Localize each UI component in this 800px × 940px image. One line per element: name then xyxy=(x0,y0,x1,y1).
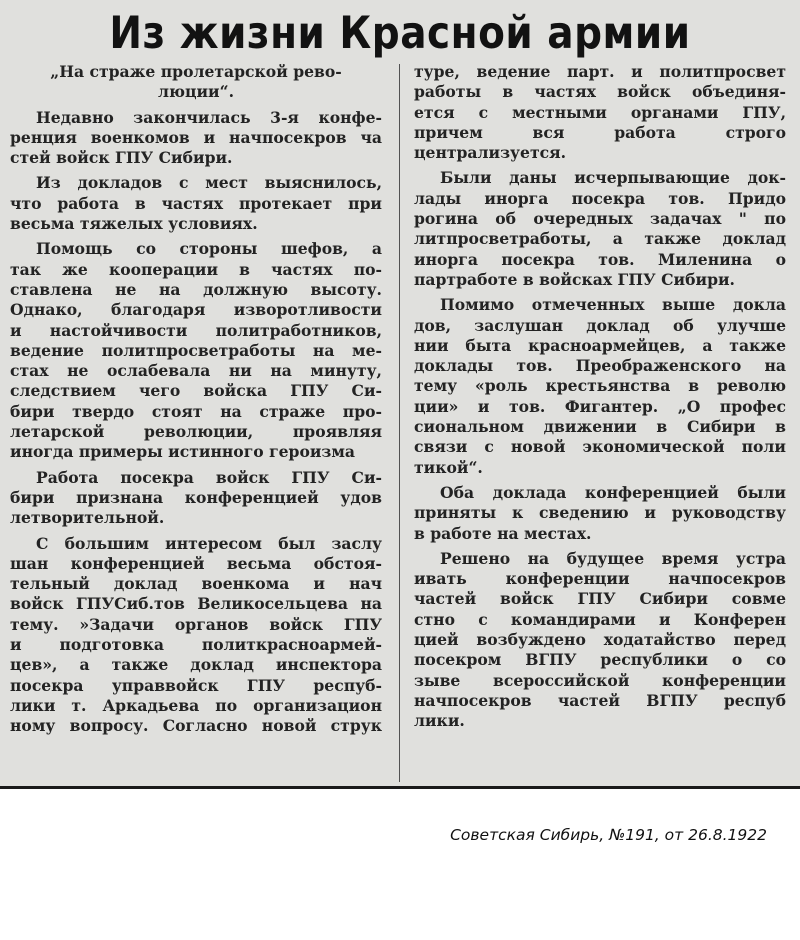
text-line: доклады тов. Преображенского на xyxy=(414,356,786,376)
text-line: тему. »Задачи органов войск ГПУ xyxy=(10,614,382,634)
text-line: Решено на будущее время устра xyxy=(440,548,786,568)
text-line: дов, заслушан доклад об улучше xyxy=(414,315,786,335)
text-line: начпосекров частей ВГПУ респуб xyxy=(414,690,786,710)
text-line: ставлена не на должную высоту. xyxy=(10,279,382,299)
text-line: войск ГПУСиб.тов Великосельцева на xyxy=(10,594,382,614)
text-line: ции» и тов. Фигантер. „О профес xyxy=(414,396,786,416)
text-line: посекром ВГПУ республики о со xyxy=(414,650,786,670)
text-line: иногда примеры истинного героизма xyxy=(10,442,356,462)
text-line: приняты к сведению и руководству xyxy=(414,503,786,523)
text-line: Помимо отмеченных выше докла xyxy=(440,295,786,315)
text-line: тельный доклад военкома и нач xyxy=(10,574,382,594)
text-line: централизуется. xyxy=(414,143,567,163)
text-line: С большим интересом был заслу xyxy=(36,533,382,553)
text-line: Были даны исчерпывающие док- xyxy=(440,168,786,188)
text-line: „На страже пролетарской рево- xyxy=(50,62,342,81)
text-line: туре, ведение парт. и политпросвет xyxy=(414,62,786,81)
bottom-rule xyxy=(0,786,800,789)
text-line: Однако, благодаря изворотливости xyxy=(10,300,382,320)
text-line: инорга посекра тов. Миленина о xyxy=(414,249,786,269)
text-line: бири признана конференцией удов xyxy=(10,487,382,507)
column-divider xyxy=(399,64,400,782)
text-line: и настойчивости политработников, xyxy=(10,320,382,340)
headline: Из жизни Красной армии xyxy=(109,7,691,60)
text-line: Работа посекра войск ГПУ Си- xyxy=(36,467,382,487)
text-line: частей войск ГПУ Сибири совме xyxy=(414,589,786,609)
text-line: причем вся работа строго xyxy=(414,122,786,142)
text-line: литпросветработы, а также доклад xyxy=(414,229,786,249)
text-line: в работе на местах. xyxy=(414,523,592,543)
text-line: Помощь со стороны шефов, а xyxy=(36,239,382,259)
left-column xyxy=(10,62,382,786)
text-line: связи с новой экономической поли xyxy=(414,437,786,457)
text-line: работы в частях войск объединя- xyxy=(414,82,786,102)
text-line: цев», а также доклад инспектора xyxy=(10,655,382,675)
text-line: и подготовка политкрасноармей- xyxy=(10,635,382,655)
text-line: нии быта красноармейцев, а также xyxy=(414,335,786,355)
text-line: Недавно закончилась 3-я конфе- xyxy=(36,107,382,127)
text-line: посекра управвойск ГПУ респуб- xyxy=(10,675,382,695)
text-line: Оба доклада конференцией были xyxy=(440,482,786,502)
text-line: лики т. Аркадьева по организацион xyxy=(10,695,382,715)
text-line: ивать конференции начпосекров xyxy=(414,569,786,589)
text-line: зыве всероссийской конференции xyxy=(414,670,786,690)
text-line: весьма тяжелых условиях. xyxy=(10,214,258,234)
text-line: что работа в частях протекает при xyxy=(10,193,382,213)
text-line: тему «роль крестьянства в револю xyxy=(414,376,786,396)
text-line: бири твердо стоят на страже про- xyxy=(10,401,382,421)
text-line: цией возбуждено ходатайство перед xyxy=(414,630,786,650)
text-line: лики. xyxy=(414,711,465,731)
text-line: люции“. xyxy=(157,82,235,102)
text-line: сиональном движении в Сибири в xyxy=(414,417,786,437)
text-line: рогина об очередных задачах " по xyxy=(414,209,786,229)
text-line: следствием чего войска ГПУ Си- xyxy=(10,381,382,401)
text-line: ведение политпросветработы на ме- xyxy=(10,340,382,360)
text-line: тикой“. xyxy=(414,457,483,477)
source-caption: Советская Сибирь, №191, от 26.8.1922 xyxy=(450,826,767,844)
text-line: летарской революции, проявляя xyxy=(10,422,382,442)
text-line: Из докладов с мест выяснилось, xyxy=(36,173,382,193)
text-line: стей войск ГПУ Сибири. xyxy=(10,148,233,168)
right-column xyxy=(414,62,786,786)
text-line: стно с командирами и Конферен xyxy=(414,609,786,629)
text-line: так же кооперации в частях по- xyxy=(10,259,382,279)
text-line: ному вопросу. Согласно новой струк xyxy=(10,716,382,736)
text-line: партработе в войсках ГПУ Сибири. xyxy=(414,269,735,289)
text-line: шан конференцией весьма обстоя- xyxy=(10,553,382,573)
text-line: стах не ослабевала ни на минуту, xyxy=(10,361,382,381)
text-line: ренция военкомов и начпосекров ча xyxy=(10,127,382,147)
text-line: ется с местными органами ГПУ, xyxy=(414,102,786,122)
text-line: лады инорга посекра тов. Придо xyxy=(414,188,786,208)
text-line: летворительной. xyxy=(10,508,165,528)
